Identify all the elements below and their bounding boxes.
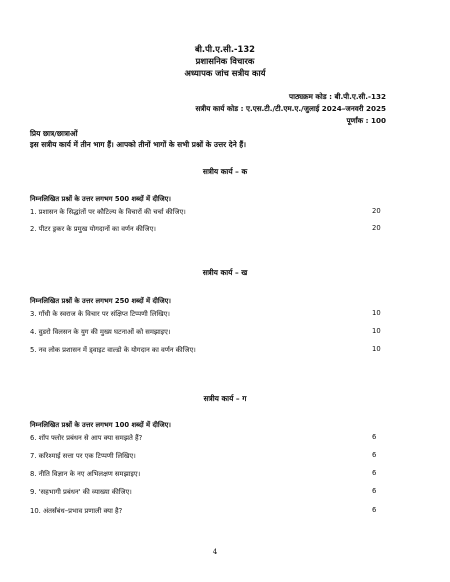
question-item: 8. नीति विज्ञान के नए अभिलक्षण समझाइए। (30, 470, 141, 478)
intro-text: इस सत्रीय कार्य में तीन भाग हैं। आपको तीनों भागों के सभी प्रश्नों के उत्तर देने हैं। (30, 140, 246, 149)
section-instruction-c: निम्नलिखित प्रश्नों के उत्तर लगभग 100 शब्दों में दीजिए। (30, 421, 171, 429)
question-marks: 10 (372, 309, 381, 317)
question-item: 4. वुडरो विलसन के युग की मुख्य घटनाओं को समझाइए। (30, 328, 171, 336)
question-marks: 6 (372, 469, 377, 477)
question-item: 7. करिश्माई सत्ता पर एक टिप्पणी लिखिए। (30, 452, 136, 460)
page-number: 4 (212, 547, 218, 556)
assignment-subtitle: अध्यापक जांच सत्रीय कार्य (184, 68, 266, 78)
section-instruction-a: निम्नलिखित प्रश्नों के उत्तर लगभग 500 शब्दों में दीजिए। (30, 195, 171, 203)
section-title-b: सत्रीय कार्य – ख (202, 268, 248, 277)
section-title-c: सत्रीय कार्य – ग (203, 394, 247, 403)
question-marks: 20 (372, 207, 381, 215)
assignment-code-line: सत्रीय कार्य कोड : ए.एस.टी./टी.एम.ए./जुलाई 2024–जनवरी 2025 (195, 104, 386, 113)
question-marks: 6 (372, 433, 377, 441)
course-code-line: पाठ्यक्रम कोड : बी.पी.ए.सी.-132 (289, 92, 386, 101)
question-item: 10. अंतर्संबंध–प्रभाव प्रणाली क्या है? (30, 507, 123, 515)
question-marks: 6 (372, 487, 377, 495)
question-item: 3. गाँधी के स्वराज के विचार पर संक्षिप्त टिप्पणी लिखिए। (30, 310, 170, 318)
question-marks: 10 (372, 345, 381, 353)
question-marks: 6 (372, 451, 377, 459)
question-item: 2. पीटर ड्रकर के प्रमुख योगदानों का वर्णन कीजिए। (30, 225, 156, 233)
course-code-heading: बी.पी.ए.सी.-132 (194, 44, 256, 54)
question-item: 6. शॉप फ्लोर प्रबंधन से आप क्या समझते हैं? (30, 434, 143, 442)
question-marks: 10 (372, 327, 381, 335)
section-title-a: सत्रीय कार्य – क (202, 167, 248, 176)
question-item: 1. प्रशासन के सिद्धांतों पर कौटिल्य के विचारों की चर्चा कीजिए। (30, 208, 186, 216)
section-instruction-b: निम्नलिखित प्रश्नों के उत्तर लगभग 250 शब्दों में दीजिए। (30, 297, 171, 305)
total-marks-line: पूर्णांक : 100 (346, 116, 386, 125)
course-title: प्रशासनिक विचारक (195, 56, 255, 66)
question-marks: 20 (372, 224, 381, 232)
question-marks: 6 (372, 506, 377, 514)
greeting: प्रिय छात्र/छात्राओं (30, 129, 78, 138)
question-item: 9. 'सहभागी प्रबंधन' की व्याख्या कीजिए। (30, 488, 132, 496)
question-item: 5. नव लोक प्रशासन में ड्वाइट वाल्डो के योगदान का वर्णन कीजिए। (30, 346, 196, 354)
